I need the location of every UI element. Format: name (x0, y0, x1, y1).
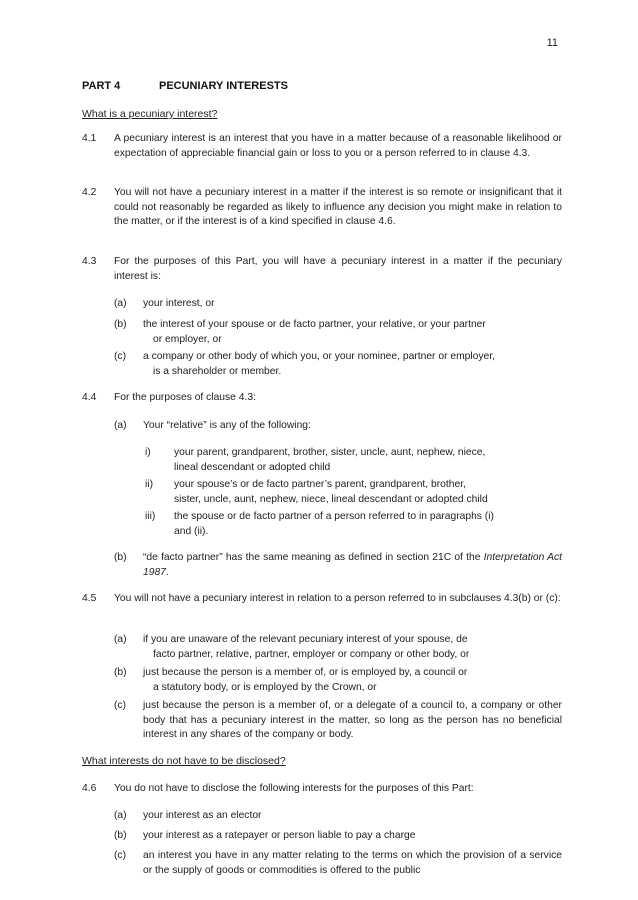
line: just because the person is a member of, or is employed by, a council or (143, 667, 468, 678)
clause-4-3-c (114, 350, 562, 379)
section-heading-pecuniary: What is a pecuniary interest? (82, 108, 218, 120)
clause-text: For the purposes of clause 4.3: (114, 392, 256, 403)
punctuation: . (165, 566, 169, 578)
clause-4-4-a-i (145, 446, 562, 475)
clause-4-5-b (114, 666, 562, 695)
clause-number: 4.4 (82, 392, 97, 403)
clause-4-4-a-iii (145, 510, 562, 539)
definition-text: “de facto partner” has the same meaning as defined in section 21C of the (143, 552, 481, 563)
clause-text: You will not have a pecuniary interest in relation to a person referred to in subclauses 4.3(b) or (c): (114, 593, 561, 604)
paragraph-text (143, 350, 562, 379)
paragraph-text: your interest as an elector (143, 810, 262, 821)
paragraph-letter: (a) (114, 810, 127, 821)
line: sister, uncle, aunt, nephew, niece, lineal descendant or adopted child (174, 493, 488, 505)
clause-4-6-a (114, 809, 562, 824)
subparagraph-text (174, 446, 562, 475)
line: your spouse’s or de facto partner’s parent, grandparent, brother, (174, 479, 466, 490)
clause-4-6 (82, 782, 562, 797)
paragraph-letter: (b) (114, 552, 127, 563)
clause-4-4 (82, 391, 562, 406)
clause-4-1 (82, 132, 562, 161)
paragraph-letter: (b) (114, 830, 127, 841)
clause-number: 4.6 (82, 783, 97, 794)
paragraph-text: an interest you have in any matter relating to the terms on which the provision of a service or the supply of goods or commodities is offered to the public (143, 850, 562, 876)
paragraph-letter: (b) (114, 319, 127, 330)
line: a company or other body of which you, or your nominee, partner or employer, (143, 351, 495, 362)
clause-4-5-a (114, 633, 562, 662)
clause-text: You do not have to disclose the following interests for the purposes of this Part: (114, 783, 474, 794)
clause-4-6-c (114, 849, 562, 878)
paragraph-text: Your “relative” is any of the following: (143, 420, 311, 431)
subparagraph-text (174, 478, 562, 507)
clause-4-5 (82, 592, 562, 607)
clause-text: A pecuniary interest is an interest that you have in a matter because of a reasonable likelihood or expectation of appreciable financial gain or loss to you or a person referred to in clause 4.3. (114, 133, 562, 159)
clause-4-3 (82, 255, 562, 284)
paragraph-text: your interest as a ratepayer or person liable to pay a charge (143, 830, 416, 841)
page-number: 11 (546, 37, 558, 49)
paragraph-letter: (a) (114, 634, 127, 645)
part-title (82, 79, 288, 94)
line: facto partner, relative, partner, employer or company or other body, or (153, 648, 470, 660)
line: or employer, or (153, 333, 222, 345)
paragraph-letter: (a) (114, 298, 127, 309)
subparagraph-number: i) (145, 447, 151, 458)
clause-4-2 (82, 186, 562, 230)
line: a statutory body, or is employed by the Crown, or (153, 681, 377, 693)
part-number: PART 4 (82, 80, 121, 92)
clause-4-3-b (114, 318, 562, 347)
line: lineal descendant or adopted child (174, 461, 331, 473)
paragraph-letter: (a) (114, 420, 127, 431)
paragraph-text (143, 318, 562, 347)
subparagraph-text (174, 510, 562, 539)
paragraph-letter: (b) (114, 667, 127, 678)
clause-4-5-c (114, 699, 562, 743)
subparagraph-number: ii) (145, 479, 154, 490)
clause-4-4-a (114, 419, 562, 434)
paragraph-text: just because the person is a member of, or a delegate of a council to, a company or other body that has a pecuniary interest in the matter, so long as the person has no beneficial interest in any shares of the company or body. (143, 700, 562, 741)
clause-number: 4.2 (82, 187, 97, 198)
paragraph-letter: (c) (114, 351, 127, 362)
clause-text: You will not have a pecuniary interest in a matter if the interest is so remote or insignificant that it could not reasonably be regarded as likely to influence any decision you might make in relation to the matter, or if the interest is of a kind specified in clause 4.6. (114, 187, 562, 228)
paragraph-letter: (c) (114, 700, 127, 711)
section-heading-not-disclosed: What interests do not have to be disclosed? (82, 755, 286, 767)
clause-number: 4.5 (82, 593, 97, 604)
clause-4-3-a (114, 297, 562, 312)
line: if you are unaware of the relevant pecuniary interest of your spouse, de (143, 634, 468, 645)
paragraph-text: your interest, or (143, 298, 215, 309)
clause-4-6-b (114, 829, 562, 844)
paragraph-letter: (c) (114, 850, 127, 861)
line: the spouse or de facto partner of a person referred to in paragraphs (i) (174, 511, 494, 522)
clause-number: 4.3 (82, 256, 97, 267)
clause-text: For the purposes of this Part, you will have a pecuniary interest in a matter if the pecuniary interest is: (114, 256, 562, 282)
part-heading: PECUNIARY INTERESTS (159, 80, 288, 92)
clause-4-4-b (114, 551, 562, 580)
paragraph-text (143, 633, 562, 662)
line: is a shareholder or member. (153, 365, 282, 377)
paragraph-text (143, 551, 562, 580)
subparagraph-number: iii) (145, 511, 156, 522)
clause-4-4-a-ii (145, 478, 562, 507)
line: the interest of your spouse or de facto partner, your relative, or your partner (143, 319, 486, 330)
act-title: Interpretation Act 1987 (143, 552, 563, 578)
line: your parent, grandparent, brother, sister, uncle, aunt, nephew, niece, (174, 447, 486, 458)
paragraph-text (143, 666, 562, 695)
clause-number: 4.1 (82, 133, 97, 144)
line: and (ii). (174, 525, 209, 537)
